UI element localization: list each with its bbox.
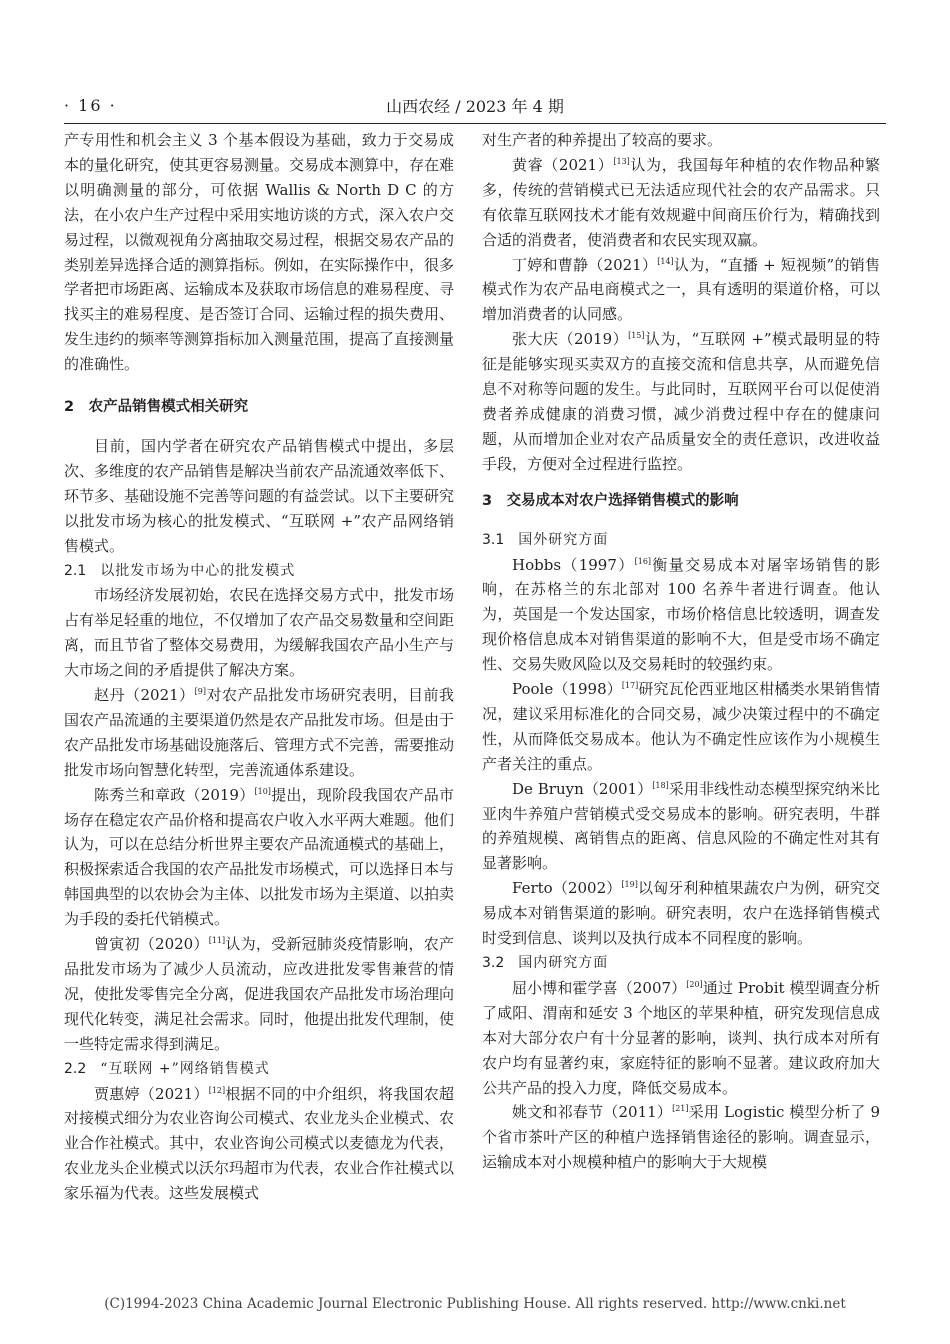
section-heading-2: 2 农产品销售模式相关研究 bbox=[64, 399, 249, 416]
reference-marker: [14] bbox=[657, 256, 674, 266]
subsection-heading-2-1 bbox=[64, 559, 454, 584]
citation-author: 丁婷和曹静（2021） bbox=[512, 255, 658, 274]
subsection-heading-2-2 bbox=[64, 1057, 454, 1082]
paragraph: 目前，国内学者在研究农产品销售模式中提出，多层次、多维度的农产品销售是解决当前农产品流通效率低下、环节多、基础设施不完善等问题的有益尝试。以下主要研究以批发市场为核心的批发模式、“互联网 +”农产品网络销售模式。 bbox=[64, 436, 455, 555]
citation-author: 贾惠婷（2021） bbox=[94, 1084, 209, 1103]
reference-marker: [20] bbox=[686, 979, 703, 989]
citation-author: 张大庆（2019） bbox=[512, 330, 629, 349]
paragraph bbox=[482, 777, 880, 877]
citation-text: 采用 Logistic 模型分析了 9 个省市茶叶产区的种植户选择销售途径的影响。调查显示，运输成本对小规模种植户的影响大于大规模 bbox=[482, 1103, 880, 1172]
citation-text: 研究瓦伦西亚地区柑橘类水果销售情况，建议采用标准化的合同交易，减少决策过程中的不确定性，从而降低交易成本。他认为不确定性应该作为小规模生产者关注的重点。 bbox=[482, 680, 880, 773]
subsection-number: 3.2 bbox=[482, 955, 505, 971]
citation-text: 通过 Probit 模型调查分析了咸阳、渭南和延安 3 个地区的苹果种植，研究发现信息成本对大部分农户有十分显著的影响，谈判、执行成本对所有农户均有显著约束，家庭特征的影响不显著。建议政府加大公共产品的投入力度，降低交易成本。 bbox=[482, 978, 880, 1097]
subsection-title: 国内研究方面 bbox=[518, 955, 609, 971]
subsection-heading-3-2 bbox=[482, 951, 880, 976]
paragraph bbox=[64, 783, 454, 932]
page-number: · 16 · bbox=[64, 96, 117, 115]
paragraph bbox=[482, 153, 880, 253]
running-header bbox=[64, 92, 886, 124]
paragraph bbox=[64, 932, 454, 1057]
subsection-number: 2.1 bbox=[64, 562, 87, 579]
paragraph bbox=[482, 327, 880, 476]
paragraph bbox=[482, 1100, 880, 1175]
citation-author: 姚文和祁春节（2011） bbox=[512, 1103, 673, 1122]
citation-text: 采用非线性动态模型探究纳米比亚肉牛养殖户营销模式受交易成本的影响。研究表明，牛群的养殖规模、离销售点的距离、信息风险的不确定性对其有显著影响。 bbox=[482, 779, 880, 873]
paragraph bbox=[482, 253, 880, 328]
citation-text: 衡量交易成本对屠宰场销售的影响，在苏格兰的东北部对 100 名养牛者进行调查。他认为，英国是一个发达国家，市场价格信息比较透明，调查发现价格信息成本对销售渠道的影响不大，但是受市场不确定性、交易失败风险以及交易耗时的较强约束。 bbox=[482, 555, 880, 674]
citation-text: 根据不同的中介组织，将我国农超对接模式细分为农业咨询公司模式、农业龙头企业模式、农业合作社模式。其中，农业咨询公司模式以麦德龙为代表，农业龙头企业模式以沃尔玛超市为代表，农业合作社模式以家乐福为代表。这些发展模式 bbox=[64, 1084, 455, 1203]
citation-text: 认为，“互联网 +”模式最明显的特征是能够实现买卖双方的直接交流和信息共享，从而避免信息不对称等问题的发生。与此同时，互联网平台可以促使消费者养成健康的消费习惯，减少消费过程中存在的健康问题，从而增加企业对农产品质量安全的责任意识，改进收益手段，方便对全过程进行监控。 bbox=[482, 330, 880, 473]
citation-author: 陈秀兰和章政（2019） bbox=[94, 785, 255, 804]
paragraph bbox=[482, 677, 880, 777]
copyright-footer: (C)1994-2023 China Academic Journal Electronic Publishing House. All rights reserved. http://www.cnki.net bbox=[104, 1296, 846, 1312]
paragraph bbox=[64, 1082, 454, 1207]
citation-text: 提出，现阶段我国农产品市场存在稳定农产品价格和提高农户收入水平两大难题。他们认为，可以在总结分析世界主要农产品流通模式的基础上，积极探索适合我国的农产品批发市场模式，可以选择日本与韩国典型的以农协会为主体、以批发市场为主渠道、以拍卖为手段的委托代销模式。 bbox=[64, 785, 455, 929]
paragraph: 产专用性和机会主义 3 个基本假设为基础，致力于交易成本的量化研究，使其更容易测量。交易成本测算中，存在难以明确测量的部分，可依据 Wallis & North D C 的方法，在小农户生产过程中采用实地访谈的方式，深入农户交易过程，以微观视角分离抽取交易过程，根据交易农产品的类别差异选择合适的测算指标。例如，在实际操作中，很多学者把市场距离、运输成本及获取市场信息的难易程度、寻找买主的难易程度、是否签订合同、运输过程的损失费用、发生违约的频率等测算指标加入测量范围，提高了直接测量的准确性。 bbox=[64, 131, 455, 374]
reference-marker: [10] bbox=[254, 786, 271, 796]
reference-marker: [11] bbox=[208, 936, 226, 946]
subsection-title: 以批发市场为中心的批发模式 bbox=[100, 562, 296, 579]
subsection-title: 国外研究方面 bbox=[518, 531, 609, 548]
paragraph bbox=[482, 876, 880, 951]
citation-author: Ferto（2002） bbox=[512, 879, 622, 898]
paragraph bbox=[64, 683, 454, 783]
citation-author: 赵丹（2021） bbox=[94, 686, 195, 705]
right-column bbox=[482, 128, 880, 1175]
paragraph: 市场经济发展初始，农民在选择交易方式中，批发市场占有举足轻重的地位，不仅增加了农产品交易数量和空间距离，而且节省了整体交易费用，为缓解我国农产品小生产与大市场之间的矛盾提供了解决方案。 bbox=[64, 586, 455, 680]
citation-author: Poole（1998） bbox=[512, 680, 622, 699]
reference-marker: [12] bbox=[208, 1085, 226, 1095]
citation-author: 黄睿（2021） bbox=[512, 155, 614, 174]
journal-title: 山西农经 / 2023 年 4 期 bbox=[386, 97, 564, 116]
citation-text: 以匈牙利种植果蔬农户为例，研究交易成本对销售渠道的影响。研究表明，农户在选择销售模式时受到信息、谈判以及执行成本不同程度的影响。 bbox=[482, 879, 880, 948]
reference-marker: [21] bbox=[672, 1104, 689, 1114]
citation-text: 对农产品批发市场研究表明，目前我国农产品流通的主要渠道仍然是农产品批发市场。但是由于农产品批发市场基础设施落后、管理方式不完善，需要推动批发市场向智慧化转型，完善流通体系建设。 bbox=[64, 686, 455, 779]
reference-marker: [18] bbox=[652, 780, 669, 790]
citation-author: 曾寅初（2020） bbox=[94, 935, 209, 954]
paragraph bbox=[482, 553, 880, 678]
reference-marker: [19] bbox=[621, 880, 638, 890]
reference-marker: [17] bbox=[621, 681, 639, 691]
reference-marker: [9] bbox=[194, 687, 207, 697]
paragraph: 对生产者的种养提出了较高的要求。 bbox=[482, 131, 723, 149]
subsection-number: 2.2 bbox=[64, 1060, 87, 1077]
citation-author: Hobbs（1997） bbox=[512, 555, 635, 574]
citation-text: 认为，“直播 + 短视频”的销售模式作为农产品电商模式之一，具有透明的渠道价格，可以增加消费者的认同感。 bbox=[482, 255, 880, 324]
subsection-title: “互联网 +”网络销售模式 bbox=[100, 1060, 270, 1077]
subsection-number: 3.1 bbox=[482, 531, 505, 548]
section-heading-3: 3 交易成本对农户选择销售模式的影响 bbox=[482, 492, 739, 509]
citation-author: De Bruyn（2001） bbox=[512, 779, 653, 798]
citation-author: 屈小博和霍学喜（2007） bbox=[512, 978, 687, 997]
header-rule bbox=[64, 123, 886, 124]
left-column bbox=[64, 128, 454, 1206]
citation-text: 认为，我国每年种植的农作物品种繁多，传统的营销模式已无法适应现代社会的农产品需求。只有依靠互联网技术才能有效规避中间商压价行为，精确找到合适的消费者，使消费者和农民实现双赢。 bbox=[482, 155, 880, 249]
reference-marker: [15] bbox=[628, 331, 645, 341]
reference-marker: [13] bbox=[613, 156, 630, 166]
citation-text: 认为，受新冠肺炎疫情影响，农产品批发市场为了减少人员流动，应改进批发零售兼营的情况，使批发零售完全分离，促进我国农产品批发市场治理向现代化转变，满足社会需求。同时，他提出批发代理制，使一些特定需求得到满足。 bbox=[64, 935, 455, 1053]
reference-marker: [16] bbox=[634, 556, 652, 566]
subsection-heading-3-1 bbox=[482, 528, 880, 553]
paragraph bbox=[482, 976, 880, 1101]
